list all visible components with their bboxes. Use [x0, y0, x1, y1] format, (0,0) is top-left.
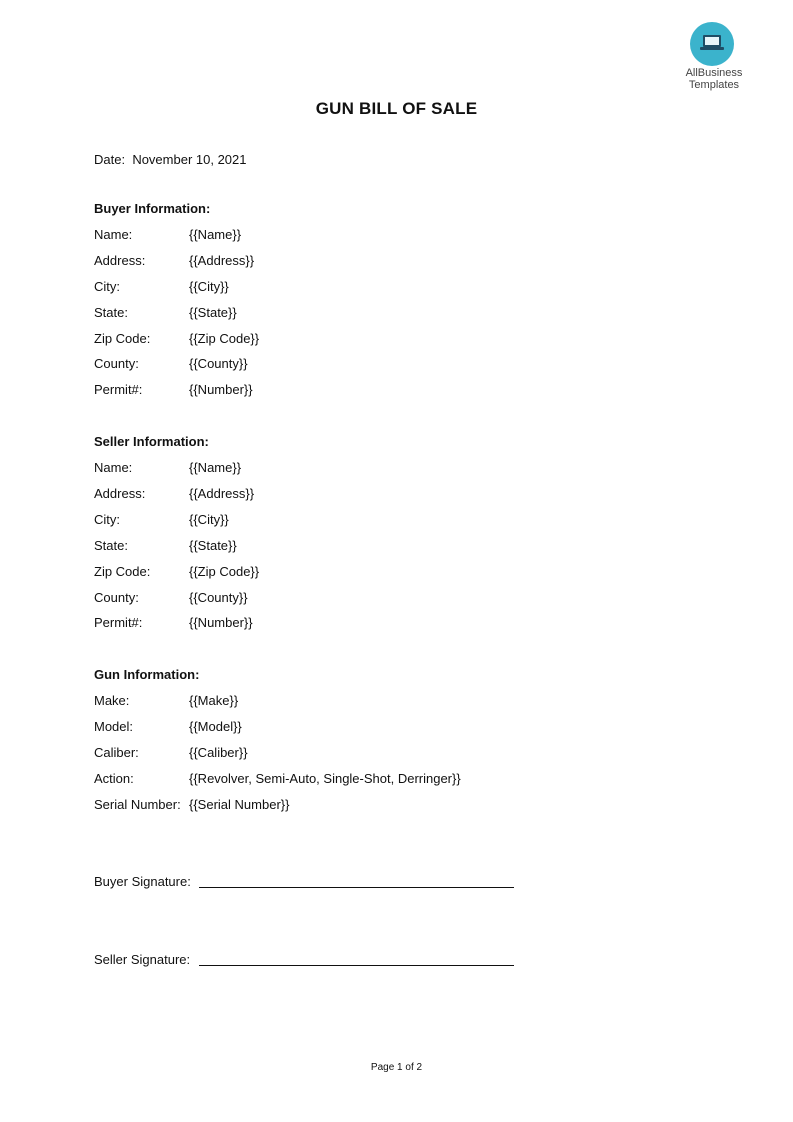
- buyer-name-label: Name:: [94, 227, 133, 242]
- buyer-zip-value[interactable]: {{Zip Code}}: [189, 331, 260, 346]
- seller-county-value[interactable]: {{County}}: [189, 590, 248, 605]
- gun-serial-label: Serial Number:: [94, 797, 181, 812]
- gun-model-label: Model:: [94, 719, 134, 734]
- seller-signature-label: Seller Signature:: [94, 952, 191, 967]
- seller-city-value[interactable]: {{City}}: [189, 512, 229, 527]
- seller-signature-line[interactable]: [199, 965, 514, 966]
- buyer-state-label: State:: [94, 305, 128, 320]
- gun-action-value[interactable]: {{Revolver, Semi-Auto, Single-Shot, Derringer}}: [189, 771, 461, 786]
- gun-section-heading: Gun Information:: [94, 667, 200, 682]
- gun-make-value[interactable]: {{Make}}: [189, 693, 239, 708]
- buyer-address-value[interactable]: {{Address}}: [189, 253, 255, 268]
- buyer-permit-label: Permit#:: [94, 382, 143, 397]
- page-number: Page 1 of 2: [370, 1062, 423, 1073]
- buyer-city-label: City:: [94, 279, 120, 294]
- buyer-address-label: Address:: [94, 253, 146, 268]
- seller-state-value[interactable]: {{State}}: [189, 538, 237, 553]
- buyer-permit-value[interactable]: {{Number}}: [189, 382, 253, 397]
- seller-section-heading: Seller Information:: [94, 434, 209, 449]
- document-title: GUN BILL OF SALE: [315, 99, 478, 118]
- buyer-state-value[interactable]: {{State}}: [189, 305, 237, 320]
- seller-zip-label: Zip Code:: [94, 564, 151, 579]
- seller-address-label: Address:: [94, 486, 146, 501]
- seller-permit-label: Permit#:: [94, 615, 143, 630]
- logo-text-line2: Templates: [688, 79, 740, 91]
- buyer-county-label: County:: [94, 356, 139, 371]
- gun-caliber-value[interactable]: {{Caliber}}: [189, 745, 248, 760]
- gun-model-value[interactable]: {{Model}}: [189, 719, 242, 734]
- buyer-section-heading: Buyer Information:: [94, 201, 211, 216]
- date-value: November 10, 2021: [132, 152, 247, 167]
- date-label: Date:: [94, 152, 126, 167]
- buyer-city-value[interactable]: {{City}}: [189, 279, 229, 294]
- seller-address-value[interactable]: {{Address}}: [189, 486, 255, 501]
- seller-name-value[interactable]: {{Name}}: [189, 460, 242, 475]
- allbusiness-templates-logo: [676, 22, 752, 94]
- buyer-name-value[interactable]: {{Name}}: [189, 227, 242, 242]
- gun-make-label: Make:: [94, 693, 130, 708]
- seller-permit-value[interactable]: {{Number}}: [189, 615, 253, 630]
- buyer-signature-label: Buyer Signature:: [94, 874, 191, 889]
- laptop-icon: [690, 22, 734, 66]
- gun-caliber-label: Caliber:: [94, 745, 139, 760]
- seller-name-label: Name:: [94, 460, 133, 475]
- gun-action-label: Action:: [94, 771, 134, 786]
- seller-state-label: State:: [94, 538, 128, 553]
- buyer-zip-label: Zip Code:: [94, 331, 151, 346]
- seller-city-label: City:: [94, 512, 120, 527]
- logo-text-line1: AllBusiness: [685, 67, 743, 79]
- buyer-signature-line[interactable]: [199, 887, 514, 888]
- gun-serial-value[interactable]: {{Serial Number}}: [189, 797, 290, 812]
- seller-county-label: County:: [94, 590, 139, 605]
- seller-zip-value[interactable]: {{Zip Code}}: [189, 564, 260, 579]
- date-line: [94, 152, 247, 168]
- buyer-county-value[interactable]: {{County}}: [189, 356, 248, 371]
